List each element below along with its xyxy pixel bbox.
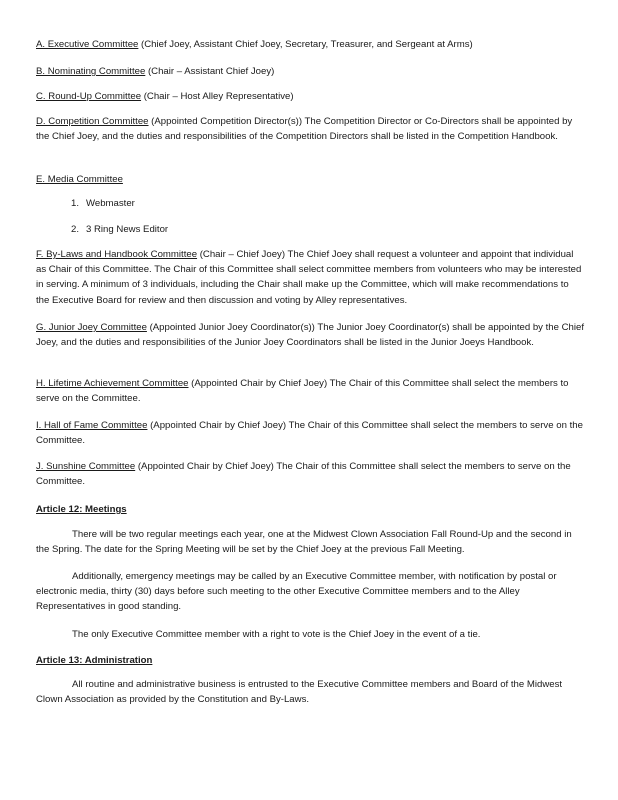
committee-c-title: C. Round-Up Committee bbox=[36, 91, 142, 102]
committee-e bbox=[36, 172, 584, 187]
committee-a-desc: (Chief Joey, Assistant Chief Joey, Secretary, Treasurer, and Sergeant at Arms) bbox=[138, 39, 473, 50]
list-item bbox=[71, 222, 168, 237]
committee-b-desc: (Chair – Assistant Chief Joey) bbox=[145, 66, 275, 77]
committee-i-desc: (Appointed Chair by Chief Joey) The Chair of this Committee shall select the members to serve on the Committee. bbox=[36, 420, 583, 447]
article-12-heading: Article 12: Meetings bbox=[36, 504, 127, 515]
committee-g bbox=[36, 320, 584, 350]
list-item-number: 2. bbox=[71, 224, 80, 235]
list-item-label: 3 Ring News Editor bbox=[86, 224, 169, 235]
committee-g-desc: (Appointed Junior Joey Coordinator(s)) The Junior Joey Coordinator(s) shall be appointed by the Chief Joey, and the duties and responsibilities of the Junior Joey Coordinators shall be listed in the Junior Joeys Handbook. bbox=[36, 322, 585, 349]
committee-j-title: J. Sunshine Committee bbox=[36, 461, 136, 472]
article-13-paragraph-1: All routine and administrative business is entrusted to the Executive Committee members and Board of the Midwest Clown Association as provided by the Constitution and By-Laws. bbox=[36, 679, 563, 706]
committee-f-title: F. By-Laws and Handbook Committee bbox=[36, 249, 198, 260]
article-12-paragraph-3: The only Executive Committee member with a right to vote is the Chief Joey in the event of a tie. bbox=[72, 629, 481, 640]
article-12-paragraph-1: There will be two regular meetings each year, one at the Midwest Clown Association Fall Round-Up and the second in the Spring. The date for the Spring Meeting will be set by the Chief Joey at the previous Fall Meeting. bbox=[36, 529, 572, 556]
committee-j-desc: (Appointed Chair by Chief Joey) The Chair of this Committee shall select the members to serve on the Committee. bbox=[36, 461, 571, 488]
committee-i bbox=[36, 418, 584, 448]
committee-b bbox=[36, 64, 584, 79]
committee-a bbox=[36, 37, 584, 52]
committee-i-title: I. Hall of Fame Committee bbox=[36, 420, 148, 431]
committee-h-desc: (Appointed Chair by Chief Joey) The Chair of this Committee shall select the members to serve on the Committee. bbox=[36, 378, 569, 405]
committee-h-title: H. Lifetime Achievement Committee bbox=[36, 378, 189, 389]
committee-d-title: D. Competition Committee bbox=[36, 116, 149, 127]
committee-c bbox=[36, 89, 584, 104]
committee-e-title: E. Media Committee bbox=[36, 174, 123, 185]
committee-j bbox=[36, 459, 584, 489]
committee-g-title: G. Junior Joey Committee bbox=[36, 322, 147, 333]
committee-b-title: B. Nominating Committee bbox=[36, 66, 146, 77]
committee-d bbox=[36, 114, 584, 144]
list-item-number: 1. bbox=[71, 198, 80, 209]
committee-h bbox=[36, 376, 584, 406]
committee-d-desc: (Appointed Competition Director(s)) The Competition Director or Co-Directors shall be appointed by the Chief Joey, and the duties and responsibilities of the Competition Directors shall be listed in the Competition Handbook. bbox=[36, 116, 573, 143]
article-13-heading: Article 13: Administration bbox=[36, 655, 153, 666]
committee-f-desc: (Chair – Chief Joey) The Chief Joey shall request a volunteer and appoint that individual as Chair of this Committee. The Chair of this Committee shall select committee members from volunteers who may be interested in serving. A minimum of 3 individuals, including the Chair shall make up the Committee, which will make recommendations to the Executive Board for review and then discussion and voting by Alley representatives. bbox=[36, 249, 582, 306]
committee-a-title: A. Executive Committee bbox=[36, 39, 139, 50]
committee-c-desc: (Chair – Host Alley Representative) bbox=[141, 91, 294, 102]
list-item-label: Webmaster bbox=[86, 198, 135, 209]
list-item bbox=[71, 196, 135, 211]
committee-f bbox=[36, 247, 584, 308]
article-12-paragraph-2: Additionally, emergency meetings may be called by an Executive Committee member, with notification by postal or electronic media, thirty (30) days before such meeting to the other Executive Committee members and to the Alley Representatives in good standing. bbox=[36, 571, 557, 613]
